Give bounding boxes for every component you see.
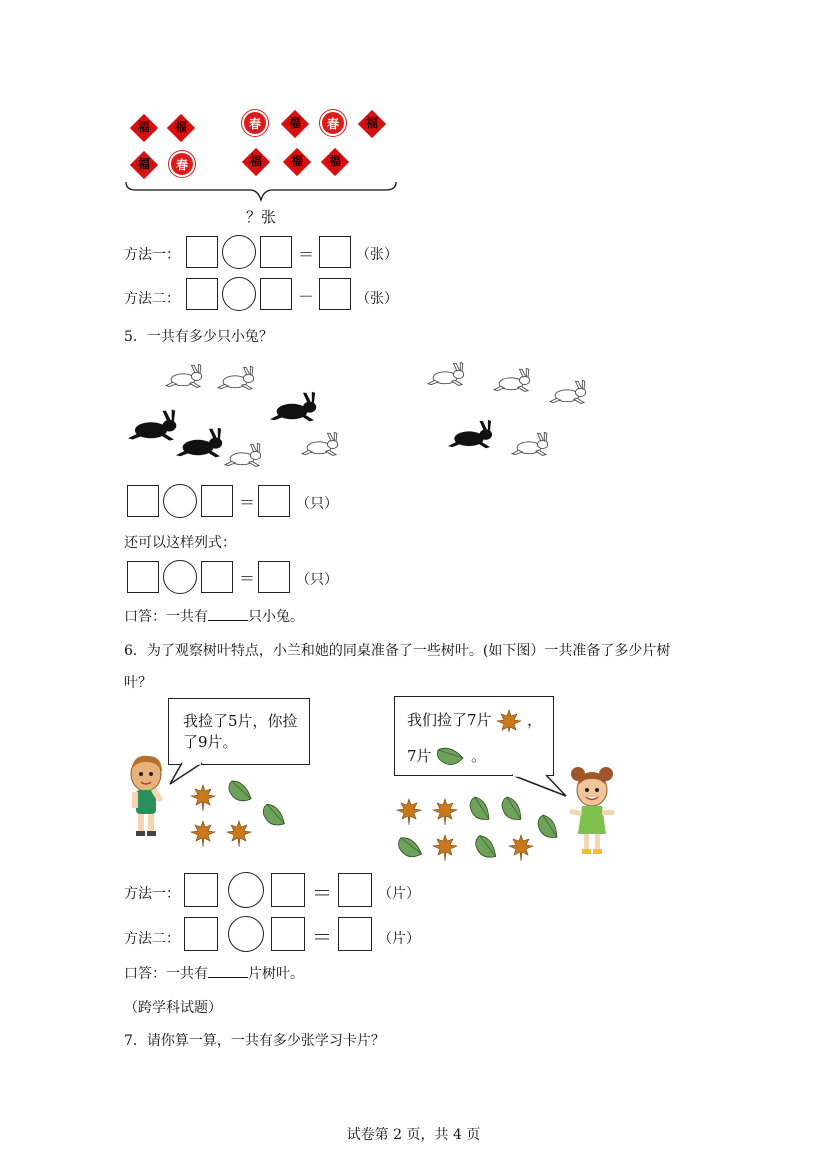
white-rabbit-icon xyxy=(166,364,202,387)
operator-circle[interactable] xyxy=(163,484,197,518)
question-5: 5．一共有多少只小兔？ xyxy=(124,329,273,345)
green-leaf-icon xyxy=(225,779,255,805)
maple-leaf-icon xyxy=(509,835,533,861)
bubble-right-line1: 我们捡了7片 ， xyxy=(407,709,542,733)
answer-blank[interactable] xyxy=(208,965,248,978)
maple-leaf-icon xyxy=(191,821,215,847)
green-leaf-icon xyxy=(395,836,425,860)
unit-label: （只） xyxy=(296,572,338,588)
white-rabbit-icon xyxy=(218,366,254,389)
question-7: 7．请你算一算，一共有多少张学习卡片？ xyxy=(124,1033,385,1049)
black-rabbit-icon xyxy=(128,410,176,441)
answer-box[interactable] xyxy=(319,278,351,310)
method1-label: 方法一： xyxy=(124,247,180,263)
fu-ornament: 福 xyxy=(282,111,308,137)
girl-deskmate-illustration xyxy=(566,766,618,856)
equals-sign: ＝ xyxy=(298,245,315,264)
unit-label: （张） xyxy=(356,291,398,307)
operator-circle[interactable] xyxy=(228,916,264,952)
chun-ornament: 春 xyxy=(242,110,268,136)
green-leaf-icon xyxy=(465,795,495,824)
question-6-line1: 6．为了观察树叶特点，小兰和她的同桌准备了一些树叶。(如下图）一共准备了多少片树 xyxy=(124,643,671,659)
q5-answer-line xyxy=(124,606,304,626)
white-rabbit-icon xyxy=(494,368,530,391)
white-rabbit-icon xyxy=(428,362,464,385)
fu-ornament: 福 xyxy=(284,149,310,175)
unit-label: （张） xyxy=(356,247,398,263)
bubble-right-line2: 7片 。 xyxy=(407,745,486,768)
answer-box[interactable] xyxy=(258,561,290,593)
green-leaf-icon xyxy=(497,795,527,824)
chun-ornament: 春 xyxy=(169,151,195,177)
maple-leaf-icon xyxy=(397,799,421,825)
answer-box[interactable] xyxy=(271,873,305,907)
answer-box[interactable] xyxy=(319,236,351,268)
answer-box[interactable] xyxy=(184,917,218,951)
answer-box[interactable] xyxy=(127,561,159,593)
answer-box[interactable] xyxy=(258,485,290,517)
bubble-left-text: 我捡了5片，你捡了9片。 xyxy=(183,712,298,751)
fu-ornament: 福 xyxy=(131,152,157,178)
black-rabbit-icon xyxy=(448,420,492,448)
method2-label: 方法二： xyxy=(124,291,180,307)
white-rabbit-icon xyxy=(512,432,548,455)
method2-label: 方法二： xyxy=(124,931,180,947)
equals-sign: ＝ xyxy=(312,881,332,905)
answer-box[interactable] xyxy=(260,278,292,310)
rabbits-illustration xyxy=(120,355,590,475)
operator-circle[interactable] xyxy=(228,872,264,908)
answer-box[interactable] xyxy=(186,278,218,310)
maple-leaf-icon xyxy=(496,709,522,733)
minus-sign: － xyxy=(298,287,315,306)
white-rabbit-icon xyxy=(225,443,261,466)
answer-box[interactable] xyxy=(260,236,292,268)
answer-prefix: 口答：一共有 xyxy=(124,966,208,982)
maple-leaf-icon xyxy=(433,835,457,861)
equals-sign: ＝ xyxy=(239,569,256,588)
answer-box[interactable] xyxy=(201,561,233,593)
equals-sign: ＝ xyxy=(239,493,256,512)
curly-brace xyxy=(124,180,398,204)
answer-suffix: 只小兔。 xyxy=(248,609,304,625)
answer-blank[interactable] xyxy=(208,608,248,621)
maple-leaf-icon xyxy=(433,799,457,825)
unit-label: （片） xyxy=(378,886,420,902)
green-leaf-icon xyxy=(436,746,466,768)
green-leaf-icon xyxy=(471,834,501,862)
fu-ornament: 福 xyxy=(131,115,157,141)
brace-label: ？张 xyxy=(246,208,277,226)
green-leaf-icon xyxy=(533,813,563,842)
answer-box[interactable] xyxy=(338,917,372,951)
method1-label: 方法一： xyxy=(124,886,180,902)
black-rabbit-icon xyxy=(270,392,316,422)
operator-circle[interactable] xyxy=(163,560,197,594)
answer-box[interactable] xyxy=(271,917,305,951)
alt-formula-label: 还可以这样列式： xyxy=(124,535,236,551)
fu-ornament: 福 xyxy=(168,115,194,141)
leaves-illustration xyxy=(180,772,570,868)
answer-box[interactable] xyxy=(184,873,218,907)
unit-label: （只） xyxy=(296,496,338,512)
unit-label: （片） xyxy=(378,931,420,947)
answer-box[interactable] xyxy=(127,485,159,517)
maple-leaf-icon xyxy=(227,821,251,847)
operator-circle[interactable] xyxy=(222,235,256,269)
white-rabbit-icon xyxy=(302,432,338,455)
fu-ornament: 福 xyxy=(243,149,269,175)
answer-suffix: 片树叶。 xyxy=(248,966,304,982)
q6-answer-line xyxy=(124,963,304,983)
equals-sign: ＝ xyxy=(312,925,332,949)
operator-circle[interactable] xyxy=(222,277,256,311)
speech-bubble-right xyxy=(394,696,554,776)
speech-bubble-left xyxy=(168,698,310,765)
girl-xiaolan-illustration xyxy=(122,752,172,840)
fu-ornament: 福 xyxy=(359,111,385,137)
maple-leaf-icon xyxy=(191,785,215,811)
answer-prefix: 口答：一共有 xyxy=(124,609,208,625)
black-rabbit-icon xyxy=(176,428,222,458)
answer-box[interactable] xyxy=(201,485,233,517)
fu-ornament: 福 xyxy=(322,149,348,175)
answer-box[interactable] xyxy=(338,873,372,907)
cross-subject-label: （跨学科试题） xyxy=(124,1000,222,1016)
chun-ornament: 春 xyxy=(320,110,346,136)
question-6-line2: 叶？ xyxy=(124,675,152,691)
green-leaf-icon xyxy=(259,802,289,829)
answer-box[interactable] xyxy=(186,236,218,268)
white-rabbit-icon xyxy=(550,380,586,403)
page-footer: 试卷第 2 页，共 4 页 xyxy=(346,1127,481,1143)
